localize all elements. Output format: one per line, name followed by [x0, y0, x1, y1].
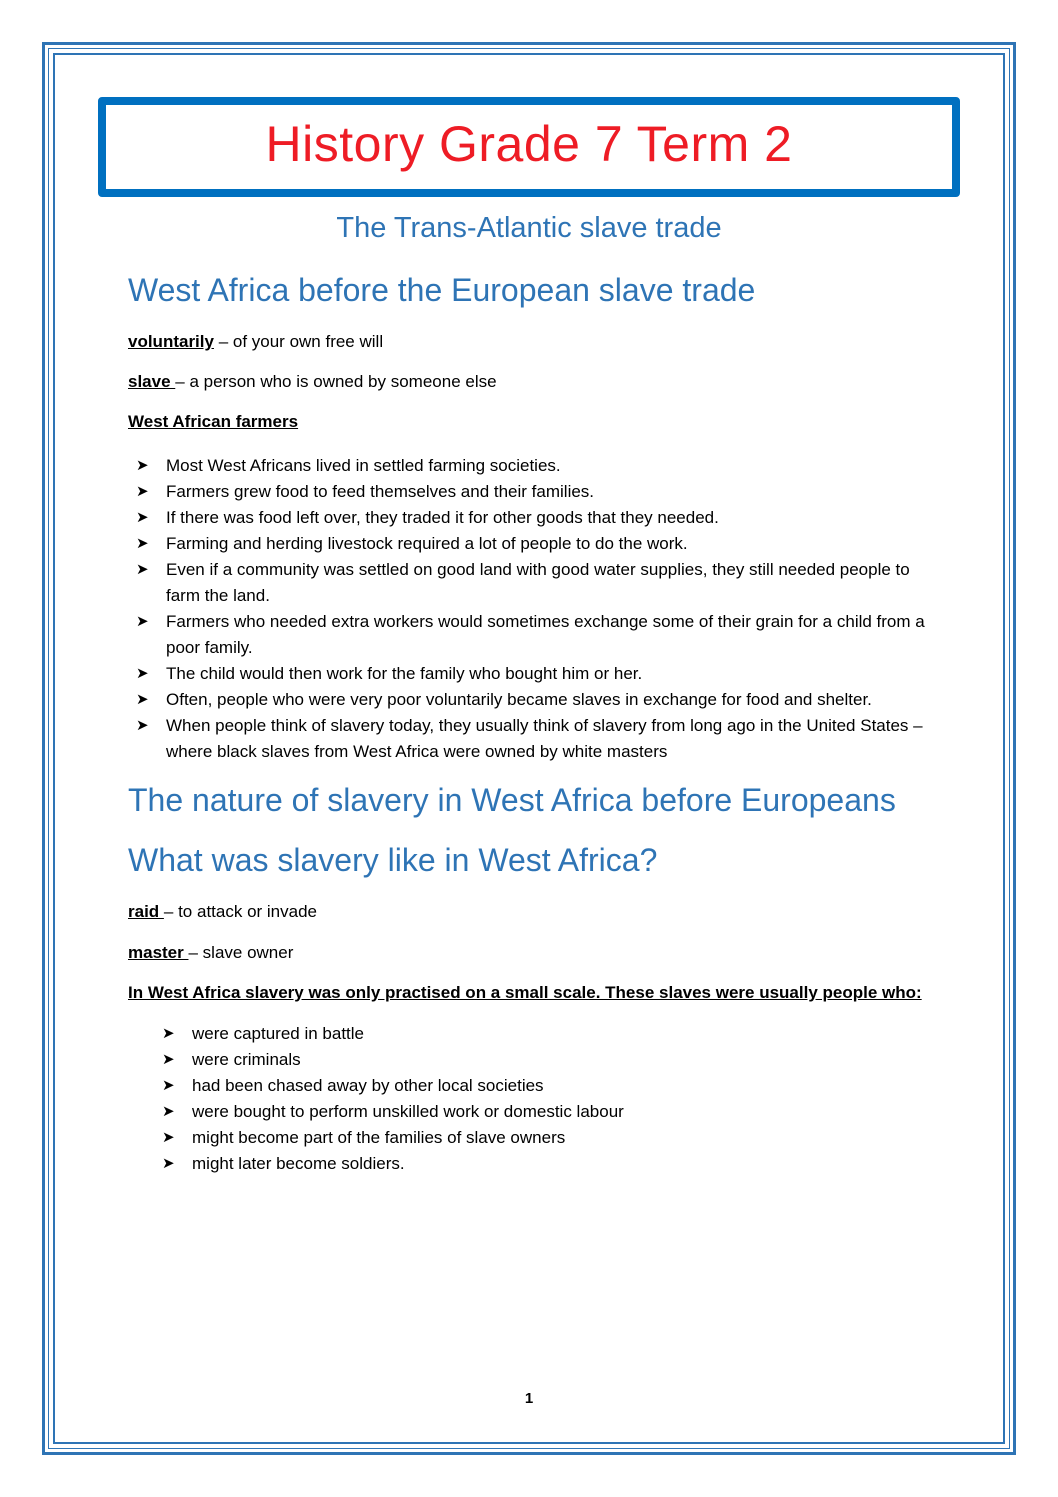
definition-text: – of your own free will — [213, 332, 384, 351]
arrow-bullet-icon: ➤ — [136, 717, 149, 734]
definition-term: master — [128, 943, 189, 962]
arrow-bullet-icon: ➤ — [136, 613, 149, 630]
farmers-bullet-list — [136, 453, 936, 765]
section2-heading: The nature of slavery in West Africa before Europeans — [128, 782, 896, 818]
arrow-bullet-icon: ➤ — [162, 1155, 175, 1172]
arrow-bullet-icon: ➤ — [136, 457, 149, 474]
page-number: 1 — [524, 1390, 534, 1407]
arrow-bullet-icon: ➤ — [162, 1077, 175, 1094]
list-item: ➤ When people think of slavery today, they usually think of slavery from long ago in the United States – where black slaves from West Africa were owned by white masters — [136, 713, 936, 765]
list-item: ➤ Even if a community was settled on good land with good water supplies, they still needed people to farm the land. — [136, 557, 936, 609]
section1-subheading: West African farmers — [128, 412, 299, 431]
list-item: ➤ Farming and herding livestock required a lot of people to do the work. — [136, 531, 936, 557]
definition-voluntarily — [128, 332, 383, 352]
definition-term: voluntarily — [128, 332, 214, 351]
arrow-bullet-icon: ➤ — [136, 483, 149, 500]
definition-text: – a person who is owned by someone else — [175, 372, 497, 391]
arrow-bullet-icon: ➤ — [136, 509, 149, 526]
list-item: ➤ might become part of the families of slave owners — [162, 1125, 922, 1151]
list-item: ➤ Farmers who needed extra workers would sometimes exchange some of their grain for a child from a poor family. — [136, 609, 936, 661]
section2-subheading: In West Africa slavery was only practised on a small scale. These slaves were usually people who: — [128, 983, 922, 1002]
list-item: ➤ The child would then work for the family who bought him or her. — [136, 661, 936, 687]
section2-question-heading: What was slavery like in West Africa? — [128, 842, 658, 878]
list-item: ➤ If there was food left over, they traded it for other goods that they needed. — [136, 505, 936, 531]
section1-heading: West Africa before the European slave trade — [128, 272, 756, 308]
list-item: ➤ Farmers grew food to feed themselves and their families. — [136, 479, 936, 505]
slaves-bullet-list — [162, 1021, 922, 1177]
definition-raid — [128, 902, 317, 922]
arrow-bullet-icon: ➤ — [162, 1129, 175, 1146]
arrow-bullet-icon: ➤ — [162, 1025, 175, 1042]
list-item: ➤ were bought to perform unskilled work or domestic labour — [162, 1099, 922, 1125]
definition-term: raid — [128, 902, 164, 921]
arrow-bullet-icon: ➤ — [136, 535, 149, 552]
definition-slave — [128, 372, 497, 392]
page-subtitle: The Trans-Atlantic slave trade — [336, 212, 722, 244]
list-item: ➤ Most West Africans lived in settled farming societies. — [136, 453, 936, 479]
arrow-bullet-icon: ➤ — [136, 665, 149, 682]
definition-master — [128, 943, 293, 963]
title-box — [98, 97, 960, 197]
definition-term: slave — [128, 372, 176, 391]
list-item: ➤ were captured in battle — [162, 1021, 922, 1047]
definition-text: – to attack or invade — [163, 902, 317, 921]
arrow-bullet-icon: ➤ — [136, 691, 149, 708]
arrow-bullet-icon: ➤ — [136, 561, 149, 578]
list-item: ➤ might later become soldiers. — [162, 1151, 922, 1177]
list-item: ➤ had been chased away by other local societies — [162, 1073, 922, 1099]
page-title: History Grade 7 Term 2 — [265, 116, 793, 172]
arrow-bullet-icon: ➤ — [162, 1103, 175, 1120]
arrow-bullet-icon: ➤ — [162, 1051, 175, 1068]
definition-text: – slave owner — [188, 943, 294, 962]
list-item: ➤ Often, people who were very poor voluntarily became slaves in exchange for food and shelter. — [136, 687, 936, 713]
list-item: ➤ were criminals — [162, 1047, 922, 1073]
